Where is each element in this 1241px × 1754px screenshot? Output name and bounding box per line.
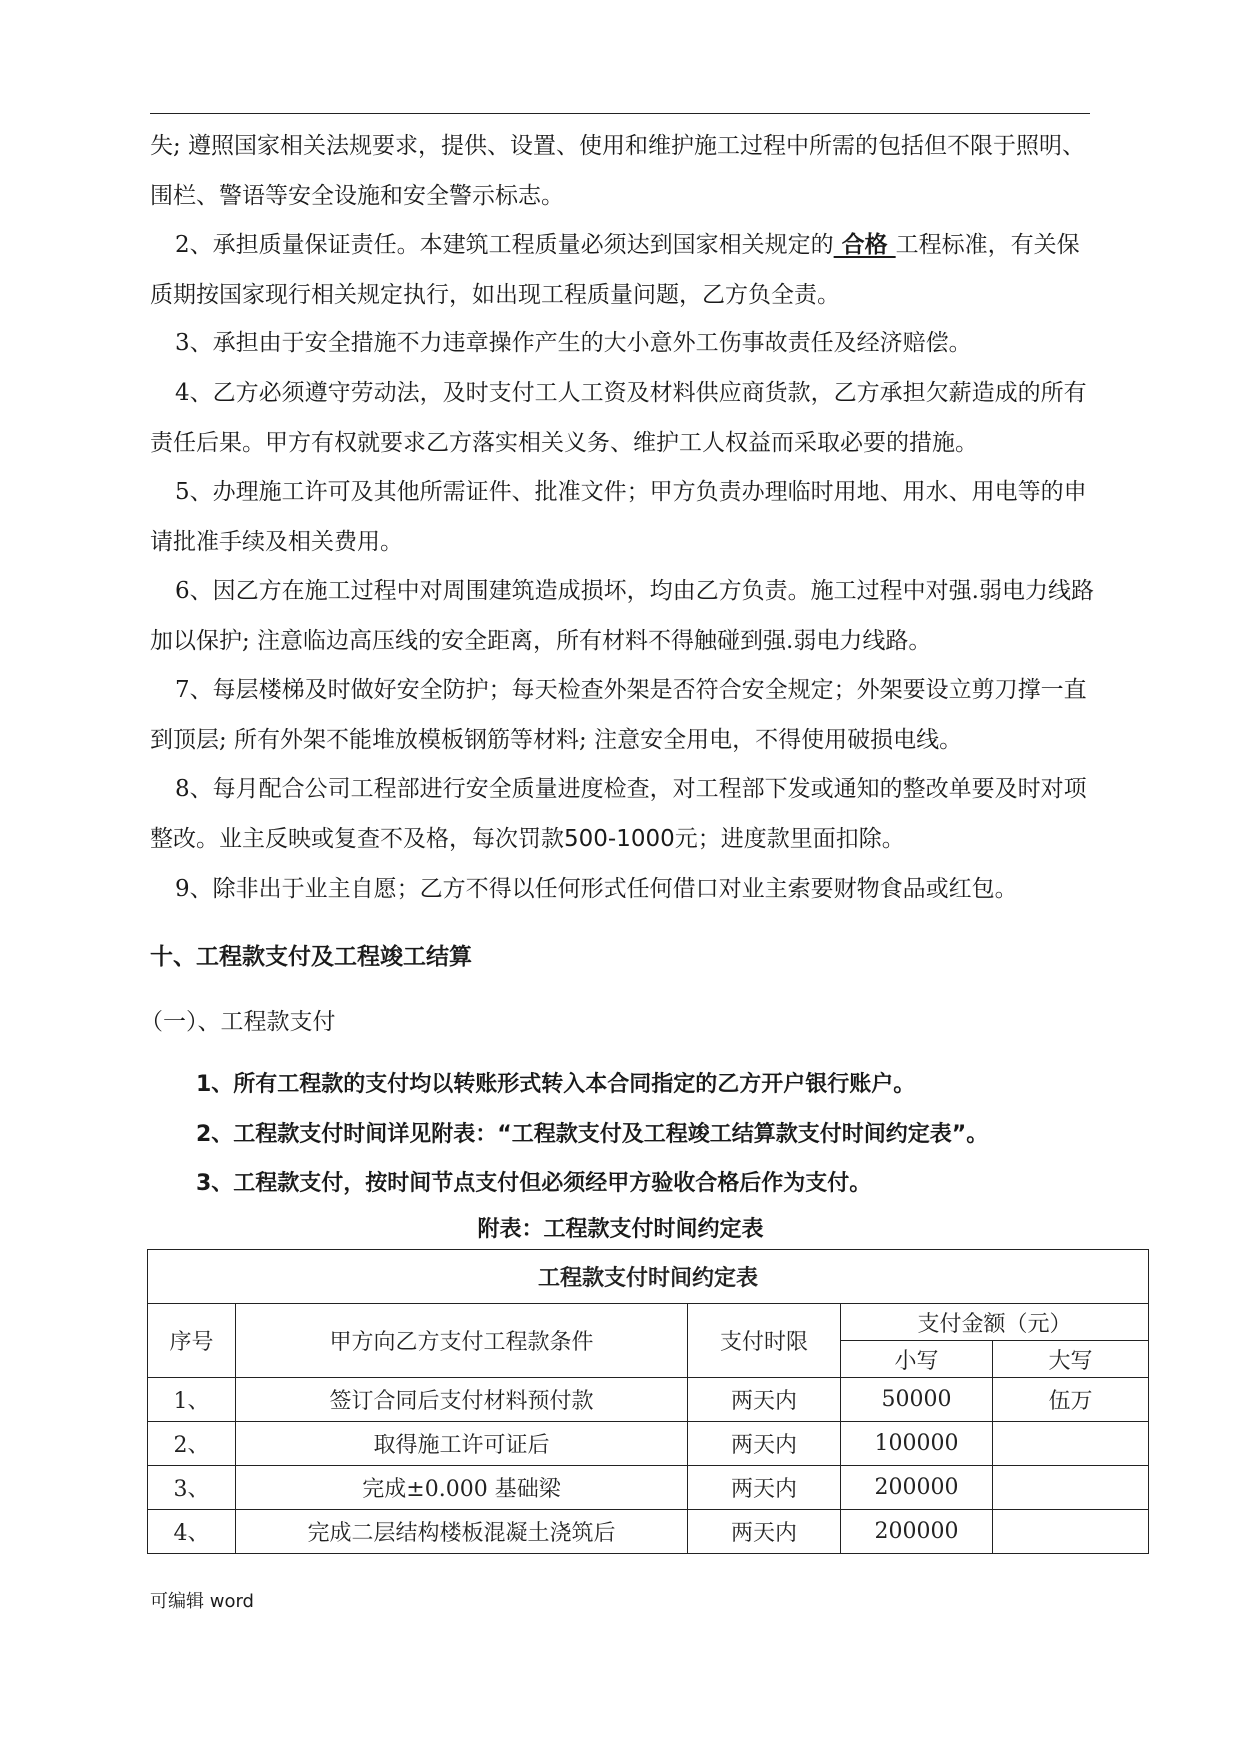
quality-standard-underlined: 合格 [833, 232, 896, 258]
paragraph-safety-facilities: 失; 遵照国家相关法规要求，提供、设置、使用和维护施工过程中所需的包括但不限于照明、围栏、警语等安全设施和安全警示标志。 [150, 133, 1086, 209]
row-amount-big [993, 1510, 1149, 1554]
row-condition: 签订合同后支付材料预付款 [236, 1378, 688, 1422]
row-deadline: 两天内 [688, 1378, 841, 1422]
header-amount-small: 小写 [841, 1341, 993, 1378]
list-item: 1、所有工程款的支付均以转账形式转入本合同指定的乙方开户银行账户。 [196, 1072, 916, 1097]
paragraph-labor-law: 4、乙方必须遵守劳动法，及时支付工人工资及材料供应商货款，乙方承担欠薪造成的所有责任后果。甲方有权就要求乙方落实相关义务、维护工人权益而采取必要的措施。 [150, 380, 1087, 456]
row-amount-small: 200000 [841, 1466, 993, 1510]
header-seq: 序号 [148, 1304, 236, 1378]
page-footer: 可编辑 word [150, 1591, 254, 1612]
row-amount-big: 伍万 [993, 1378, 1149, 1422]
inspection-text-after: 元；进度款里面扣除。 [674, 826, 905, 852]
inspection-text-before: 8、每月配合公司工程部进行安全质量进度检查，对工程部下发或通知的整改单要及时对项整改。业主反映或复查不及格，每次罚款 [150, 776, 1087, 852]
header-deadline: 支付时限 [688, 1304, 841, 1378]
row-seq: 2、 [148, 1422, 236, 1466]
table-row [148, 1422, 1149, 1466]
penalty-amount: 500-1000 [564, 826, 675, 852]
row-seq: 1、 [148, 1378, 236, 1422]
table-row [148, 1466, 1149, 1510]
quality-text-after: 工程标准，有关保质期按国家现行相关规定执行，如出现工程质量问题，乙方负全责。 [150, 232, 1080, 308]
row-amount-big [993, 1466, 1149, 1510]
list-item: 2、工程款支付时间详见附表：“工程款支付及工程竣工结算款支付时间约定表”。 [196, 1122, 989, 1147]
header-rule [150, 113, 1090, 114]
row-amount-small: 200000 [841, 1510, 993, 1554]
quality-text-before: 2、承担质量保证责任。本建筑工程质量必须达到国家相关规定的 [175, 232, 834, 258]
table-header-row [148, 1304, 1149, 1341]
subsection-title: （一）、工程款支付 [140, 1009, 336, 1035]
paragraph-power-lines: 6、因乙方在施工过程中对周围建筑造成损坏，均由乙方负责。施工过程中对强.弱电力线路加以保护; 注意临边高压线的安全距离，所有材料不得触碰到强.弱电力线路。 [150, 578, 1094, 654]
table-title: 工程款支付时间约定表 [148, 1250, 1149, 1304]
header-amount: 支付金额（元） [841, 1304, 1149, 1341]
row-amount-small: 100000 [841, 1422, 993, 1466]
table-row [148, 1378, 1149, 1422]
section-title: 十、工程款支付及工程竣工结算 [150, 944, 472, 970]
row-amount-small: 50000 [841, 1378, 993, 1422]
row-amount-big [993, 1422, 1149, 1466]
paragraph-permits: 5、办理施工许可及其他所需证件、批准文件；甲方负责办理临时用地、用水、用电等的申请批准手续及相关费用。 [150, 479, 1087, 555]
row-deadline: 两天内 [688, 1510, 841, 1554]
row-deadline: 两天内 [688, 1466, 841, 1510]
header-amount-big: 大写 [993, 1341, 1149, 1378]
row-seq: 3、 [148, 1466, 236, 1510]
table-row [148, 1510, 1149, 1554]
paragraph-scaffolding: 7、每层楼梯及时做好安全防护；每天检查外架是否符合安全规定；外架要设立剪刀撑一直到顶层; 所有外架不能堆放模板钢筋等材料; 注意安全用电，不得使用破损电线。 [150, 677, 1087, 753]
table-title-row [148, 1250, 1149, 1304]
paragraph-accident-liability: 3、承担由于安全措施不力违章操作产生的大小意外工伤事故责任及经济赔偿。 [175, 330, 972, 356]
list-item: 3、工程款支付，按时间节点支付但必须经甲方验收合格后作为支付。 [196, 1171, 872, 1196]
row-condition: 完成±0.000 基础梁 [236, 1466, 688, 1510]
paragraph-inspection [150, 764, 1095, 864]
row-seq: 4、 [148, 1510, 236, 1554]
header-condition: 甲方向乙方支付工程款条件 [236, 1304, 688, 1378]
paragraph-no-gifts: 9、除非出于业主自愿；乙方不得以任何形式任何借口对业主索要财物食品或红包。 [175, 876, 1018, 902]
payment-schedule-table [147, 1249, 1149, 1554]
row-deadline: 两天内 [688, 1422, 841, 1466]
row-condition: 完成二层结构楼板混凝土浇筑后 [236, 1510, 688, 1554]
table-caption: 附表：工程款支付时间约定表 [477, 1217, 764, 1242]
paragraph-quality-responsibility [150, 220, 1095, 320]
row-condition: 取得施工许可证后 [236, 1422, 688, 1466]
